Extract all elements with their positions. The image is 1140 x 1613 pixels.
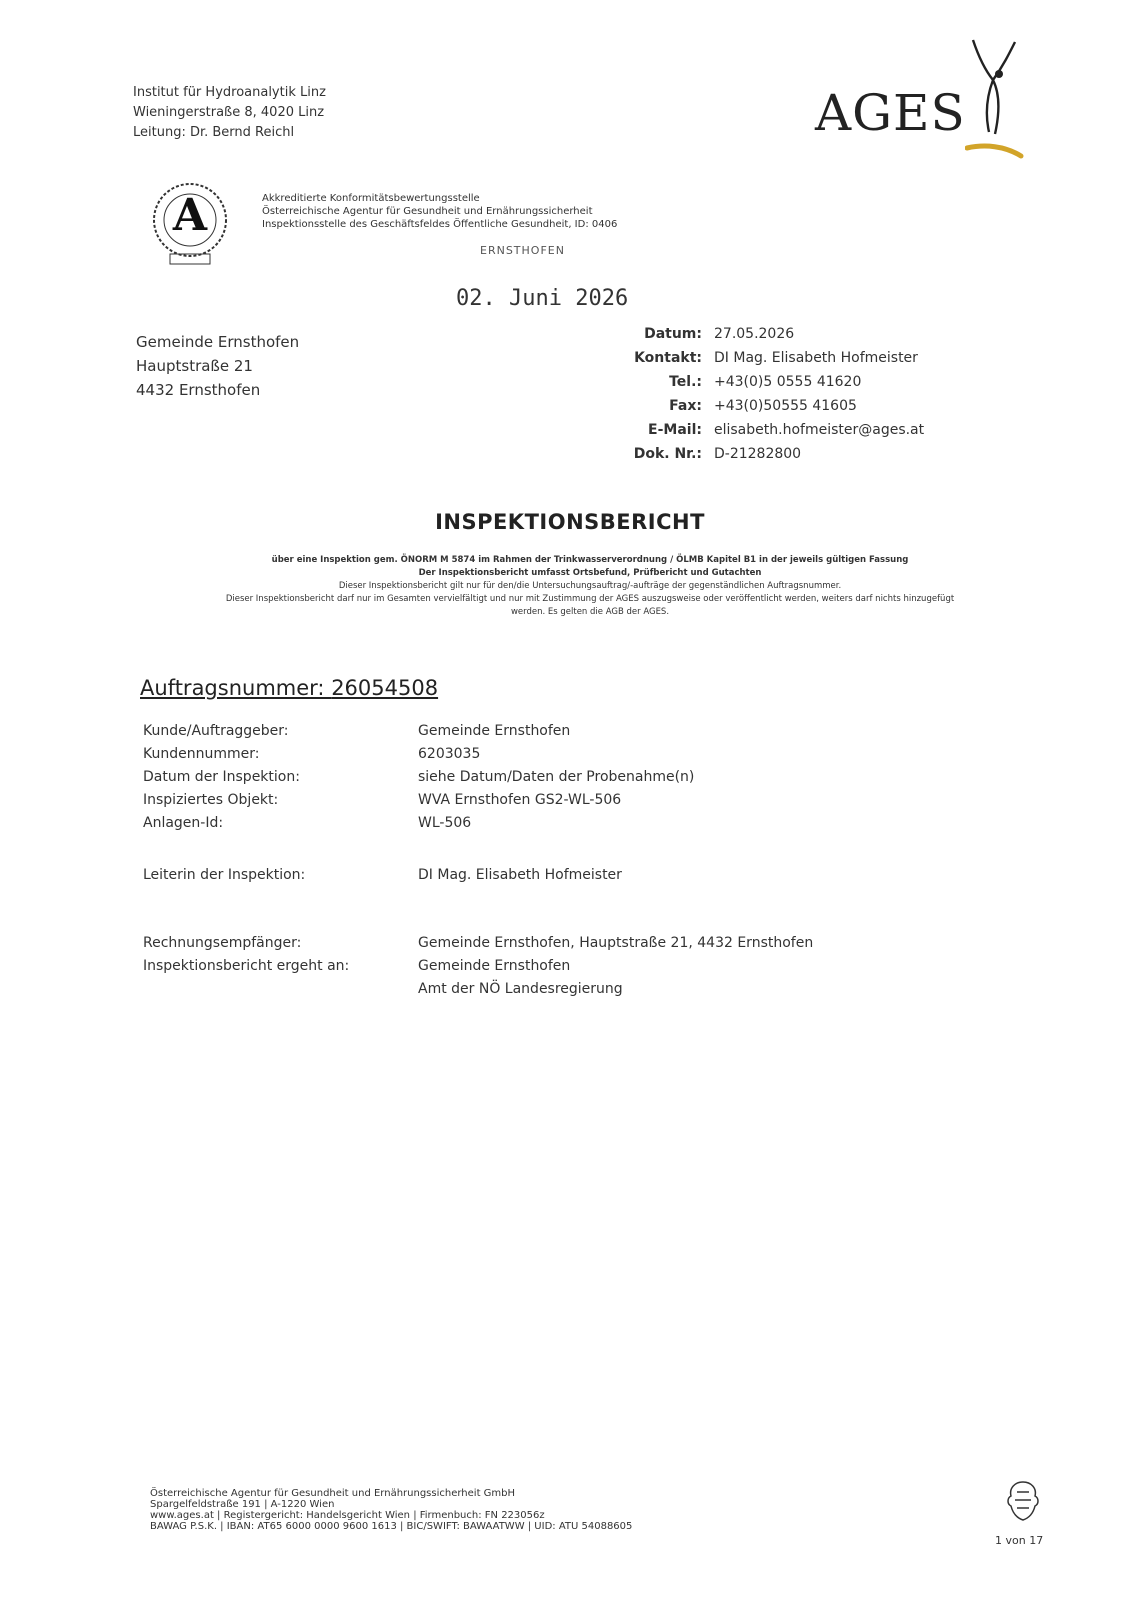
lead-inspector-row [143,864,622,887]
order-number-value: 26054508 [331,676,439,700]
recipient-name: Gemeinde Ernsthofen [136,333,300,351]
billing-distribution [143,932,813,1001]
report-description [150,554,1030,619]
description-line: werden. Es gelten die AGB der AGES. [510,607,670,617]
ages-figure-icon [965,36,1035,166]
accreditation-text [262,192,617,231]
detail-row [143,789,694,812]
accreditation-line: Akkreditierte Konformitätsbewertungsstelle [262,193,480,204]
accreditation-line: Österreichische Agentur für Gesundheit und Ernährungssicherheit [262,206,593,217]
detail-value: Gemeinde Ernsthofen [418,723,571,739]
meta-email-value: elisabeth.hofmeister@ages.at [714,422,925,438]
order-details [143,720,694,835]
meta-docnr-value: D-21282800 [714,446,802,462]
footer-register: www.ages.at | Registergericht: Handelsgericht Wien | Firmenbuch: FN 223056z [150,1510,545,1521]
detail-label: Kundennummer: [143,746,260,762]
document-meta [622,322,924,466]
billing-value: Gemeinde Ernsthofen, Hauptstraße 21, 4432 Ernsthofen [418,935,814,951]
ages-logo [815,36,1035,166]
coat-of-arms-icon [1005,1478,1041,1522]
accreditation-seal [150,178,230,268]
meta-phone-label: Tel.: [669,374,702,390]
footer-address: Spargelfeldstraße 191 | A-1220 Wien [150,1499,335,1510]
stamp-date: 02. Juni 2026 [456,286,629,311]
page-number: 1 von 17 [995,1534,1044,1547]
distribution-label-spacer [143,978,418,1001]
description-line: Dieser Inspektionsbericht darf nur im Gesamten vervielfältigt und nur mit Zustimmung der AGES auszugsweise oder veröffentlicht werden, weiters darf nichts hinzugefügt [225,594,955,604]
stamp-city: ERNSTHOFEN [480,244,565,257]
detail-value: siehe Datum/Daten der Probenahme(n) [418,769,695,785]
recipient-address [136,330,299,402]
billing-label: Rechnungsempfänger: [143,935,302,951]
lead-inspector-label: Leiterin der Inspektion: [143,867,306,883]
description-line: Der Inspektionsbericht umfasst Ortsbefund, Prüfbericht und Gutachten [418,568,762,578]
meta-docnr-label: Dok. Nr.: [633,446,702,462]
distribution-row [143,978,813,1001]
distribution-row [143,955,813,978]
distribution-value: Amt der NÖ Landesregierung [418,981,623,997]
distribution-label: Inspektionsbericht ergeht an: [143,958,350,974]
footer-bank: BAWAG P.S.K. | IBAN: AT65 6000 0000 9600 1613 | BIC/SWIFT: BAWAATWW | UID: ATU 54088605 [150,1521,633,1532]
detail-label: Kunde/Auftraggeber: [143,723,289,739]
meta-fax-label: Fax: [669,398,702,414]
detail-row [143,766,694,789]
description-line: Dieser Inspektionsbericht gilt nur für den/die Untersuchungsauftrag/-aufträge der gegenständlichen Auftragsnummer. [338,581,842,591]
report-title: INSPEKTIONSBERICHT [435,510,705,534]
meta-date-label: Datum: [644,326,702,342]
detail-label: Datum der Inspektion: [143,769,300,785]
meta-date-value: 27.05.2026 [714,326,795,342]
order-number-label: Auftragsnummer: [140,676,325,700]
meta-contact-value: DI Mag. Elisabeth Hofmeister [714,350,918,366]
institute-address: Wieningerstraße 8, 4020 Linz [133,105,325,120]
detail-row [143,743,694,766]
accreditation-seal-letter: A [172,190,208,241]
meta-fax-value: +43(0)50555 41605 [714,398,857,414]
recipient-city: 4432 Ernsthofen [136,381,261,399]
meta-email-label: E-Mail: [648,422,702,438]
footer [150,1488,632,1532]
billing-row [143,932,813,955]
detail-value: WVA Ernsthofen GS2-WL-506 [418,792,622,808]
order-number [140,676,438,700]
recipient-street: Hauptstraße 21 [136,357,253,375]
detail-label: Anlagen-Id: [143,815,224,831]
ages-logo-text: AGES [815,84,966,142]
institute-name: Institut für Hydroanalytik Linz [133,85,326,100]
detail-label: Inspiziertes Objekt: [143,792,279,808]
institute-header [133,83,326,143]
meta-phone-value: +43(0)5 0555 41620 [714,374,862,390]
detail-row [143,812,694,835]
lead-inspector-value: DI Mag. Elisabeth Hofmeister [418,867,622,883]
detail-value: WL-506 [418,815,472,831]
institute-head: Leitung: Dr. Bernd Reichl [133,125,295,140]
description-line: über eine Inspektion gem. ÖNORM M 5874 im Rahmen der Trinkwasserverordnung / ÖLMB Kapitel B1 in der jeweils gültigen Fassung [271,555,909,565]
detail-value: 6203035 [418,746,481,762]
footer-company: Österreichische Agentur für Gesundheit und Ernährungssicherheit GmbH [150,1488,516,1499]
accreditation-line: Inspektionsstelle des Geschäftsfeldes Öffentliche Gesundheit, ID: 0406 [262,219,618,230]
meta-contact-label: Kontakt: [634,350,702,366]
detail-row [143,720,694,743]
distribution-value: Gemeinde Ernsthofen [418,958,571,974]
